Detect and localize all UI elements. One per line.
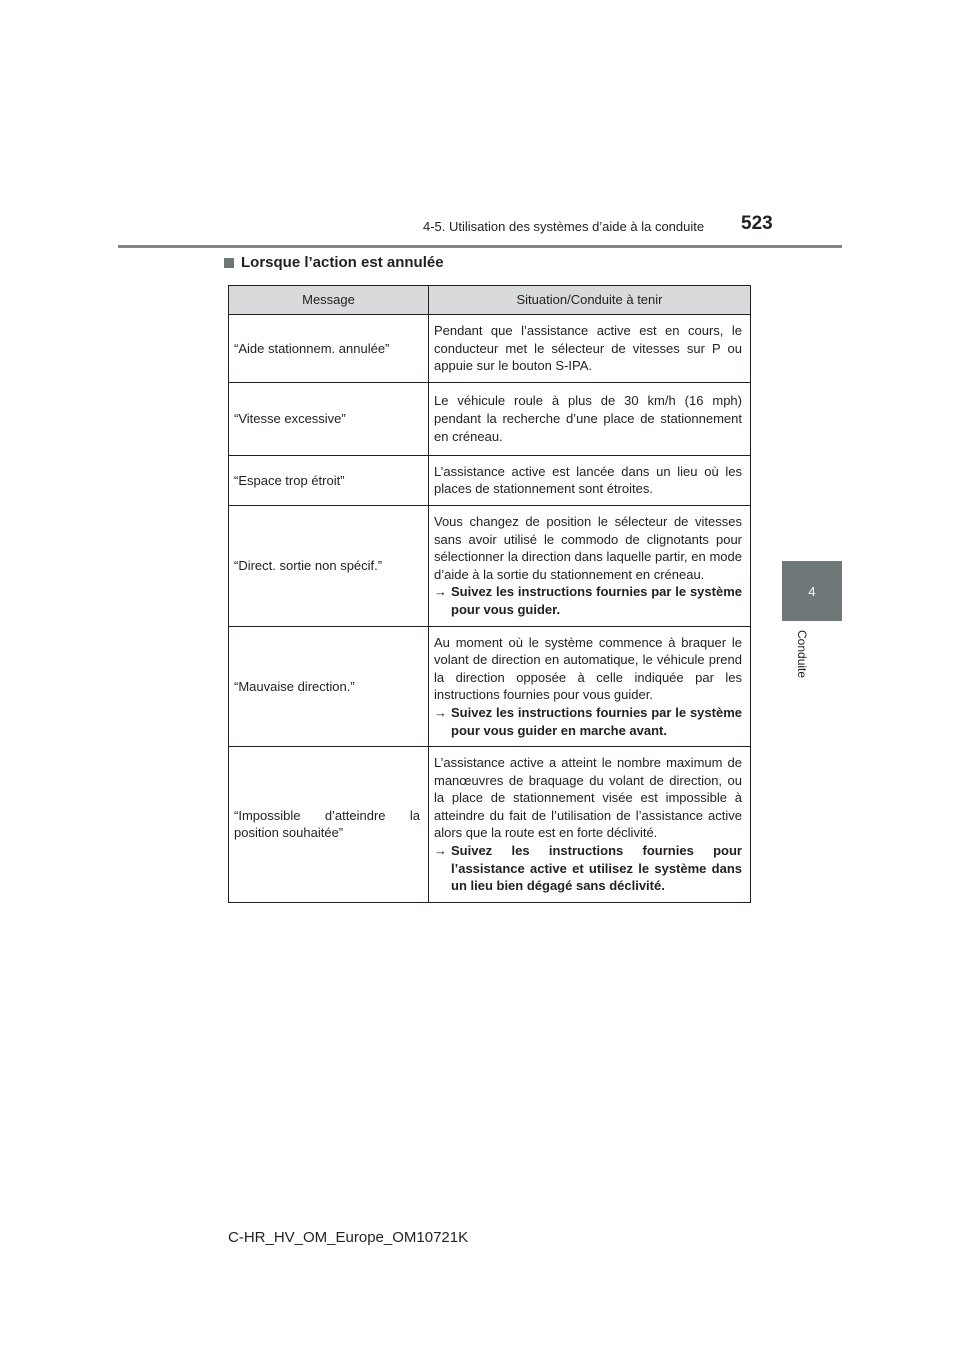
message-cell: “Mauvaise direction.” xyxy=(229,626,429,747)
arrow-right-icon: → xyxy=(434,584,447,600)
situation-text: L’assistance active est lancée dans un lieu où les places de stationnement sont étroites. xyxy=(434,463,742,497)
arrow-right-icon: → xyxy=(434,843,447,859)
situation-cell xyxy=(429,505,751,626)
table-row xyxy=(229,747,751,903)
situation-cell xyxy=(429,382,751,455)
document-id-footer: C-HR_HV_OM_Europe_OM10721K xyxy=(228,1229,469,1246)
page-number: 523 xyxy=(741,213,773,234)
message-cell: “Aide stationnem. annulée” xyxy=(229,315,429,383)
table-row xyxy=(229,382,751,455)
message-cell: “Impossible d’atteindre la position souhaitée” xyxy=(229,747,429,903)
message-cell: “Vitesse excessive” xyxy=(229,382,429,455)
message-cell: “Espace trop étroit” xyxy=(229,455,429,505)
table-row xyxy=(229,626,751,747)
action-instruction xyxy=(434,704,742,739)
situation-cell xyxy=(429,315,751,383)
header-section-title: 4-5. Utilisation des systèmes d’aide à la conduite xyxy=(423,219,705,234)
table-row xyxy=(229,505,751,626)
column-header-message: Message xyxy=(229,286,429,315)
header-divider xyxy=(118,245,842,248)
section-heading-text: Lorsque l’action est annulée xyxy=(241,254,444,271)
situation-text: Pendant que l’assistance active est en cours, le conducteur met le sélecteur de vitesses sur P ou appuie sur le bouton S-IPA. xyxy=(434,323,742,374)
action-instruction xyxy=(434,583,742,618)
action-text: Suivez les instructions fournies pour l’assistance active et utilisez le système dans un lieu bien dégagé sans déclivité. xyxy=(451,843,742,894)
situation-text: Vous changez de position le sélecteur de vitesses sans avoir utilisé le commodo de clignotants pour sélectionner la direction dans laquelle partir, en mode d’aide à la sortie du stationnement en créneau. xyxy=(434,513,742,582)
message-table xyxy=(228,285,751,903)
table-row xyxy=(229,455,751,505)
chapter-number: 4 xyxy=(808,583,816,599)
table-row xyxy=(229,315,751,383)
action-text: Suivez les instructions fournies par le système pour vous guider. xyxy=(451,584,742,617)
message-cell: “Direct. sortie non spécif.” xyxy=(229,505,429,626)
situation-cell xyxy=(429,455,751,505)
situation-cell xyxy=(429,747,751,903)
square-bullet-icon xyxy=(224,258,234,268)
chapter-label: Conduite xyxy=(795,630,809,679)
section-heading xyxy=(224,254,444,271)
arrow-right-icon: → xyxy=(434,704,447,720)
table-header-row xyxy=(229,286,751,315)
situation-text: L’assistance active a atteint le nombre maximum de manœuvres de braquage du volant de direction, ou la place de stationnement visée est impossible à atteindre du fait de l’utilisation de l’assistance active alors que la route est en forte déclivité. xyxy=(434,755,742,841)
action-text: Suivez les instructions fournies par le système pour vous guider en marche avant. xyxy=(451,704,742,738)
action-instruction xyxy=(434,842,742,895)
situation-text: Au moment où le système commence à braquer le volant de direction en automatique, le véhicule prend la direction opposée à celle indiquée par les instructions fournies pour vous guider. xyxy=(434,634,742,703)
column-header-situation: Situation/Conduite à tenir xyxy=(429,286,751,315)
situation-cell xyxy=(429,626,751,747)
chapter-tab xyxy=(782,561,842,621)
situation-text: Le véhicule roule à plus de 30 km/h (16 mph) pendant la recherche d’une place de stationnement en créneau. xyxy=(434,393,742,444)
